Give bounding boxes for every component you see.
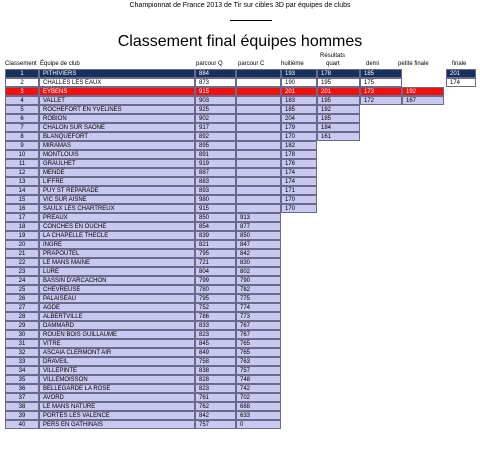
col-header-rank: Classement: [5, 61, 37, 67]
col-header-parcour-c: parcour C: [238, 61, 265, 67]
cell-parcour-c: [236, 177, 281, 186]
cell-demi: 173: [360, 87, 402, 96]
cell-rank: 13: [5, 177, 39, 186]
cell-quart: 192: [317, 105, 360, 114]
cell-parcour-c: [236, 96, 281, 105]
cell-parcour-q: 758: [195, 357, 236, 366]
cell-rank: 23: [5, 267, 39, 276]
cell-team: LIFFRE: [39, 177, 195, 186]
cell-rank: 39: [5, 411, 39, 420]
cell-parcour-q: 842: [195, 411, 236, 420]
cell-team: VALLET: [39, 96, 195, 105]
cell-parcour-q: 823: [195, 384, 236, 393]
cell-quart: 195: [317, 96, 360, 105]
cell-parcour-c: 842: [236, 249, 281, 258]
cell-team: BELLEGARDE LA ROSE: [39, 384, 195, 393]
cell-rank: 32: [5, 348, 39, 357]
cell-rank: 14: [5, 186, 39, 195]
cell-parcour-c: 748: [236, 375, 281, 384]
cell-team: DAMMARD: [39, 321, 195, 330]
cell-team: LA CHAPELLE THECLE: [39, 231, 195, 240]
cell-parcour-c: 782: [236, 285, 281, 294]
cell-parcour-q: 752: [195, 303, 236, 312]
cell-parcour-c: 802: [236, 267, 281, 276]
cell-rank: 22: [5, 258, 39, 267]
cell-rank: 17: [5, 213, 39, 222]
cell-parcour-q: 873: [195, 78, 236, 87]
cell-rank: 16: [5, 204, 39, 213]
cell-team: PALAISEAU: [39, 294, 195, 303]
cell-team: CHALON SUR SAONE: [39, 123, 195, 132]
cell-parcour-c: 688: [236, 402, 281, 411]
cell-team: MENDE: [39, 168, 195, 177]
cell-rank: 36: [5, 384, 39, 393]
cell-demi: 172: [360, 96, 402, 105]
cell-parcour-q: 883: [195, 177, 236, 186]
cell-rank: 7: [5, 123, 39, 132]
cell-team: EYBENS: [39, 87, 195, 96]
cell-team: MONTLOUIS: [39, 150, 195, 159]
cell-huitieme: 204: [281, 114, 317, 123]
cell-huitieme: 179: [281, 123, 317, 132]
col-header-finale: finale: [452, 61, 467, 67]
cell-rank: 27: [5, 303, 39, 312]
cell-rank: 6: [5, 114, 39, 123]
cell-rank: 9: [5, 141, 39, 150]
cell-parcour-q: 915: [195, 204, 236, 213]
cell-rank: 24: [5, 276, 39, 285]
cell-parcour-q: 795: [195, 249, 236, 258]
cell-team: LE MANS MAINE: [39, 258, 195, 267]
cell-rank: 28: [5, 312, 39, 321]
title-rule: [230, 20, 272, 21]
cell-parcour-q: 804: [195, 267, 236, 276]
cell-team: GRAULHET: [39, 159, 195, 168]
cell-team: VIC SUR AISNE: [39, 195, 195, 204]
page-title: Classement final équipes hommes: [117, 33, 363, 50]
cell-parcour-q: 980: [195, 195, 236, 204]
cell-team: INGRE: [39, 240, 195, 249]
cell-parcour-c: [236, 69, 281, 78]
cell-parcour-c: [236, 195, 281, 204]
cell-team: PUY ST REPARADE: [39, 186, 195, 195]
cell-parcour-q: 895: [195, 141, 236, 150]
cell-huitieme: 185: [281, 105, 317, 114]
cell-team: CHEVREUSE: [39, 285, 195, 294]
cell-rank: 18: [5, 222, 39, 231]
cell-parcour-q: 854: [195, 222, 236, 231]
cell-finale: 174: [446, 78, 476, 87]
cell-petite-finale: 192: [402, 87, 444, 96]
cell-parcour-c: 877: [236, 222, 281, 231]
cell-petite-finale: 167: [402, 96, 444, 105]
cell-rank: 30: [5, 330, 39, 339]
cell-rank: 11: [5, 159, 39, 168]
cell-parcour-q: 762: [195, 402, 236, 411]
cell-parcour-c: 765: [236, 339, 281, 348]
cell-rank: 8: [5, 132, 39, 141]
cell-team: PERS EN GATHINAIS: [39, 420, 195, 429]
col-header-demi: demi: [366, 61, 380, 67]
cell-parcour-c: [236, 150, 281, 159]
cell-quart: 184: [317, 123, 360, 132]
cell-parcour-c: 765: [236, 348, 281, 357]
cell-team: PRAPOUTEL: [39, 249, 195, 258]
cell-demi: 175: [360, 78, 402, 87]
cell-parcour-q: 845: [195, 339, 236, 348]
cell-parcour-c: [236, 186, 281, 195]
cell-parcour-q: 919: [195, 159, 236, 168]
cell-rank: 38: [5, 402, 39, 411]
cell-finale: 201: [446, 69, 476, 78]
cell-parcour-c: 0: [236, 420, 281, 429]
cell-parcour-c: 790: [236, 276, 281, 285]
cell-rank: 12: [5, 168, 39, 177]
cell-quart: 161: [317, 132, 360, 141]
cell-parcour-c: [236, 159, 281, 168]
col-header-resultats: Résultats: [320, 53, 346, 59]
cell-parcour-c: [236, 105, 281, 114]
cell-parcour-q: 839: [195, 231, 236, 240]
cell-huitieme: 190: [281, 78, 317, 87]
cell-rank: 21: [5, 249, 39, 258]
cell-rank: 26: [5, 294, 39, 303]
col-header-petite-finale: petite finale: [398, 61, 429, 67]
cell-parcour-q: 925: [195, 105, 236, 114]
cell-parcour-q: 850: [195, 213, 236, 222]
cell-huitieme: 176: [281, 159, 317, 168]
cell-quart: 201: [317, 87, 360, 96]
cell-parcour-c: [236, 114, 281, 123]
cell-parcour-c: 850: [236, 231, 281, 240]
cell-huitieme: 201: [281, 87, 317, 96]
cell-huitieme: 174: [281, 168, 317, 177]
cell-parcour-c: [236, 87, 281, 96]
cell-parcour-q: 823: [195, 330, 236, 339]
cell-team: LE MANS NATURE: [39, 402, 195, 411]
cell-team: ROUEN BOIS GUILLAUME: [39, 330, 195, 339]
cell-team: DRAVEIL: [39, 357, 195, 366]
cell-rank: 37: [5, 393, 39, 402]
cell-huitieme: 182: [281, 141, 317, 150]
cell-quart: 185: [317, 114, 360, 123]
cell-team: BLANQUEFORT: [39, 132, 195, 141]
cell-rank: 33: [5, 357, 39, 366]
cell-parcour-q: 902: [195, 114, 236, 123]
cell-parcour-c: 702: [236, 393, 281, 402]
cell-parcour-c: [236, 78, 281, 87]
cell-huitieme: 170: [281, 132, 317, 141]
cell-rank: 31: [5, 339, 39, 348]
cell-rank: 25: [5, 285, 39, 294]
cell-parcour-c: 847: [236, 240, 281, 249]
cell-huitieme: 170: [281, 204, 317, 213]
cell-huitieme: 174: [281, 177, 317, 186]
cell-rank: 10: [5, 150, 39, 159]
cell-huitieme: 170: [281, 195, 317, 204]
cell-parcour-q: 884: [195, 69, 236, 78]
cell-parcour-q: 795: [195, 294, 236, 303]
cell-rank: 34: [5, 366, 39, 375]
cell-parcour-q: 903: [195, 96, 236, 105]
cell-parcour-c: 774: [236, 303, 281, 312]
cell-huitieme: 171: [281, 186, 317, 195]
cell-parcour-q: 757: [195, 420, 236, 429]
cell-rank: 1: [5, 69, 39, 78]
col-header-parcour-q: parcour Q: [196, 61, 223, 67]
cell-parcour-c: 830: [236, 258, 281, 267]
cell-team: PORTES LES VALENCE: [39, 411, 195, 420]
cell-parcour-q: 887: [195, 168, 236, 177]
cell-rank: 3: [5, 87, 39, 96]
cell-parcour-q: 893: [195, 186, 236, 195]
cell-parcour-c: [236, 168, 281, 177]
cell-rank: 19: [5, 231, 39, 240]
cell-team: ASCAIA CLERMONT AIR: [39, 348, 195, 357]
cell-parcour-c: 742: [236, 384, 281, 393]
cell-team: CONCHES EN OUCHE: [39, 222, 195, 231]
cell-rank: 40: [5, 420, 39, 429]
cell-parcour-q: 780: [195, 285, 236, 294]
cell-team: BASSIN D'ARCACHON: [39, 276, 195, 285]
cell-team: SAULX LES CHARTREUX: [39, 204, 195, 213]
cell-quart: 178: [317, 69, 360, 78]
cell-team: VILLEMOISSON: [39, 375, 195, 384]
cell-huitieme: 193: [281, 69, 317, 78]
col-header-quart: quart: [326, 61, 340, 67]
cell-team: CHALLES LES EAUX: [39, 78, 195, 87]
cell-parcour-c: 767: [236, 330, 281, 339]
cell-team: PREAUX: [39, 213, 195, 222]
cell-quart: 195: [317, 78, 360, 87]
cell-parcour-q: 761: [195, 393, 236, 402]
cell-team: ROBION: [39, 114, 195, 123]
cell-parcour-c: [236, 123, 281, 132]
cell-parcour-c: [236, 132, 281, 141]
cell-parcour-q: 915: [195, 87, 236, 96]
cell-rank: 35: [5, 375, 39, 384]
cell-parcour-c: 763: [236, 357, 281, 366]
cell-rank: 20: [5, 240, 39, 249]
cell-team: VILLEPINTE: [39, 366, 195, 375]
cell-parcour-q: 891: [195, 150, 236, 159]
cell-rank: 15: [5, 195, 39, 204]
cell-team: MIRAMAS: [39, 141, 195, 150]
cell-parcour-c: 913: [236, 213, 281, 222]
cell-parcour-c: [236, 141, 281, 150]
cell-parcour-q: 917: [195, 123, 236, 132]
cell-demi: 185: [360, 69, 402, 78]
col-header-huitieme: huitième: [281, 61, 304, 67]
cell-team: AGDE: [39, 303, 195, 312]
cell-team: LURE: [39, 267, 195, 276]
cell-parcour-q: 786: [195, 312, 236, 321]
cell-parcour-c: [236, 204, 281, 213]
cell-parcour-q: 833: [195, 321, 236, 330]
cell-rank: 2: [5, 78, 39, 87]
cell-parcour-c: 757: [236, 366, 281, 375]
cell-rank: 5: [5, 105, 39, 114]
cell-huitieme: 178: [281, 150, 317, 159]
cell-parcour-q: 828: [195, 375, 236, 384]
cell-huitieme: 183: [281, 96, 317, 105]
cell-parcour-q: 799: [195, 276, 236, 285]
cell-parcour-q: 892: [195, 132, 236, 141]
cell-parcour-c: 773: [236, 312, 281, 321]
cell-parcour-c: 633: [236, 411, 281, 420]
cell-rank: 29: [5, 321, 39, 330]
cell-parcour-c: 775: [236, 294, 281, 303]
cell-team: VITRE: [39, 339, 195, 348]
cell-team: PITHIVIERS: [39, 69, 195, 78]
cell-team: AVORD: [39, 393, 195, 402]
cell-parcour-q: 838: [195, 366, 236, 375]
cell-parcour-q: 721: [195, 258, 236, 267]
cell-parcour-c: 767: [236, 321, 281, 330]
cell-team: ALBERTVILLE: [39, 312, 195, 321]
cell-team: ROCHEFORT EN YVELINES: [39, 105, 195, 114]
col-header-team: Équipe de club: [40, 61, 80, 67]
document-subtitle: Championnat de France 2013 de Tir sur cibles 3D par équipes de clubs: [129, 2, 351, 9]
cell-rank: 4: [5, 96, 39, 105]
cell-parcour-q: 849: [195, 348, 236, 357]
cell-parcour-q: 821: [195, 240, 236, 249]
